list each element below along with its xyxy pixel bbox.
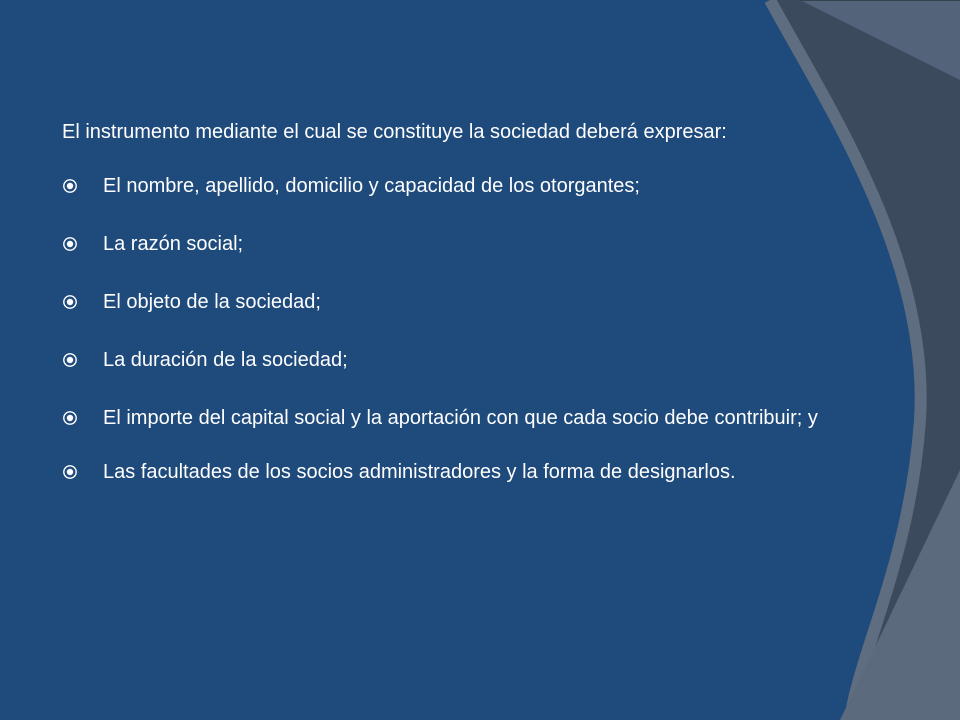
- bullet-text: El importe del capital social y la aportación con que cada socio debe contribuir; y: [103, 407, 818, 429]
- bullet-text: La razón social;: [103, 233, 244, 255]
- intro-text: El instrumento mediante el cual se constituye la sociedad deberá expresar:: [62, 121, 727, 143]
- slide-content: [62, 121, 824, 515]
- radio-bullet-icon: [62, 178, 78, 194]
- list-item: [62, 233, 824, 255]
- list-item: [62, 349, 824, 371]
- radio-bullet-icon: [62, 464, 78, 480]
- list-item: [62, 175, 824, 197]
- bullet-text: El nombre, apellido, domicilio y capacidad de los otorgantes;: [103, 175, 640, 197]
- list-item: [62, 407, 824, 429]
- bullet-text: El objeto de la sociedad;: [103, 291, 321, 313]
- radio-bullet-icon: [62, 352, 78, 368]
- bullet-text: Las facultades de los socios administradores y la forma de designarlos.: [103, 461, 736, 483]
- radio-bullet-icon: [62, 236, 78, 252]
- radio-bullet-icon: [62, 294, 78, 310]
- bullet-list: [62, 175, 824, 483]
- radio-bullet-icon: [62, 410, 78, 426]
- bullet-text: La duración de la sociedad;: [103, 349, 348, 371]
- list-item: [62, 291, 824, 313]
- list-item: [62, 461, 824, 483]
